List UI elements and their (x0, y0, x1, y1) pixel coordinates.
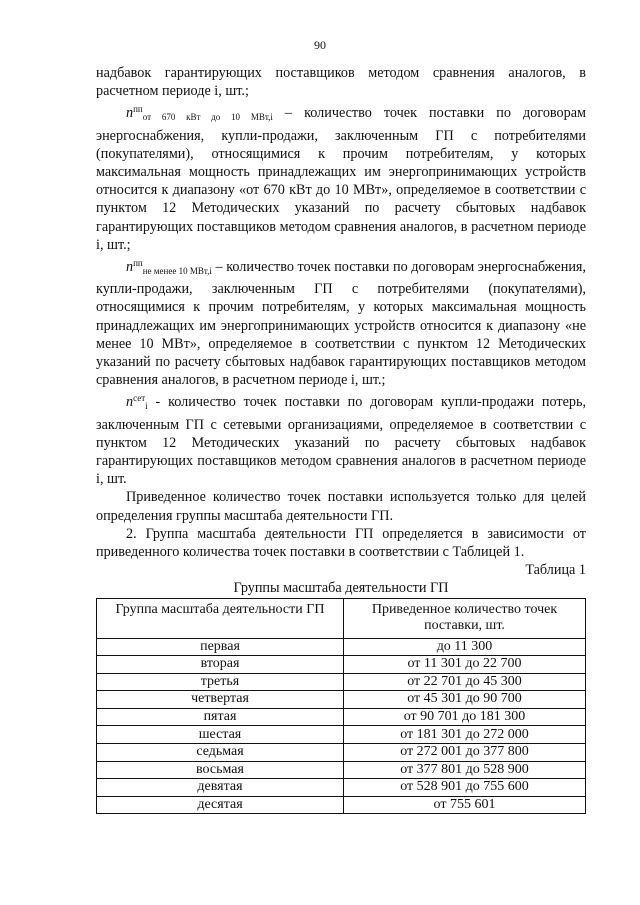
page-number: 90 (314, 38, 326, 52)
range-cell: от 22 701 до 45 300 (344, 673, 586, 691)
table-title: Группы масштаба деятельности ГП (233, 580, 449, 597)
group-cell: первая (97, 638, 344, 656)
table-row (97, 638, 586, 656)
table-row (97, 779, 586, 797)
definition-text: – количество точек поставки по договорам энергоснабжения, купли-продажи, заключенным ГП с потребителями (покупателями), относящимися к прочим потребителям, у которых максимальная мощность принадлежащих им энергопринимающих устройств относится к диапазону «от 670 кВт до 10 МВт», определяемое в соответствии с пунктом 12 Методических указаний по расчету сбытовых надбавок гарантирующих поставщиков методом сравнения аналогов, в расчетном периоде i, шт.; (96, 105, 586, 253)
definition-text: - количество точек поставки по договорам купли-продажи потерь, заключенным ГП с сетевыми организациями, определяемое в соответствии с пунктом 12 Методических указаний по расчету сбытовых надбавок гарантирующих поставщиков методом сравнения аналогов в расчетном периоде i, шт. (96, 394, 586, 488)
table-row (97, 691, 586, 709)
definition-network (96, 389, 586, 488)
group-cell: десятая (97, 796, 344, 814)
definition-over-10mw (96, 254, 586, 389)
paragraph-reduced-count: Приведенное количество точек поставки используется только для целей определения группы масштаба деятельности ГП. (96, 489, 586, 524)
group-cell: пятая (97, 708, 344, 726)
table-label: Таблица 1 (525, 562, 586, 579)
document-body (96, 64, 586, 814)
group-cell: третья (97, 673, 344, 691)
group-cell: четвертая (97, 691, 344, 709)
definition-text: – количество точек поставки по договорам энергоснабжения, купли-продажи, заключенным ГП с потребителями (покупателями), относящимися к прочим потребителям, у которых максимальная мощность принадлежащих им энергопринимающих устройств относится к диапазону «не менее 10 МВт», определяемое в соответствии с пунктом 12 Методических указаний по расчету сбытовых надбавок гарантирующих поставщиков методом сравнения аналогов, в расчетном периоде i, шт.; (96, 259, 586, 389)
table-row (97, 708, 586, 726)
table-row (97, 656, 586, 674)
paragraph-item-2: 2. Группа масштаба деятельности ГП определяется в зависимости от приведенного количества точек поставки в соответствии с Таблицей 1. (96, 525, 586, 561)
table-row (97, 744, 586, 762)
paragraph-continuation: надбавок гарантирующих поставщиков методом сравнения аналогов, в расчетном периоде i, шт.; (96, 65, 586, 100)
table-row (97, 796, 586, 814)
group-cell: вторая (97, 656, 344, 674)
range-cell: от 377 801 до 528 900 (344, 761, 586, 779)
scale-groups-table (96, 598, 586, 815)
table-header-cell: Приведенное количество точек поставки, шт. (344, 598, 586, 638)
range-cell: от 755 601 (344, 796, 586, 814)
range-cell: от 528 901 до 755 600 (344, 779, 586, 797)
formula-symbol: $n^{пп}_{не менее 10 МВт,i}$ (126, 258, 212, 277)
range-cell: от 90 701 до 181 300 (344, 708, 586, 726)
table-header-cell: Группа масштаба деятельности ГП (97, 598, 344, 638)
group-cell: седьмая (97, 744, 344, 762)
group-cell: девятая (97, 779, 344, 797)
formula-symbol: $n^{сет}_i$ (126, 393, 148, 412)
table-header-row (97, 598, 586, 638)
range-cell: до 11 300 (344, 638, 586, 656)
table-row (97, 673, 586, 691)
formula-symbol: $n^{пп}_{от 670 кВт до 10 МВт,i}$ (126, 104, 273, 123)
range-cell: от 11 301 до 22 700 (344, 656, 586, 674)
range-cell: от 272 001 до 377 800 (344, 744, 586, 762)
range-cell: от 181 301 до 272 000 (344, 726, 586, 744)
definition-670kw-10mw (96, 100, 586, 254)
group-cell: шестая (97, 726, 344, 744)
range-cell: от 45 301 до 90 700 (344, 691, 586, 709)
group-cell: восьмая (97, 761, 344, 779)
table-row (97, 761, 586, 779)
table-row (97, 726, 586, 744)
